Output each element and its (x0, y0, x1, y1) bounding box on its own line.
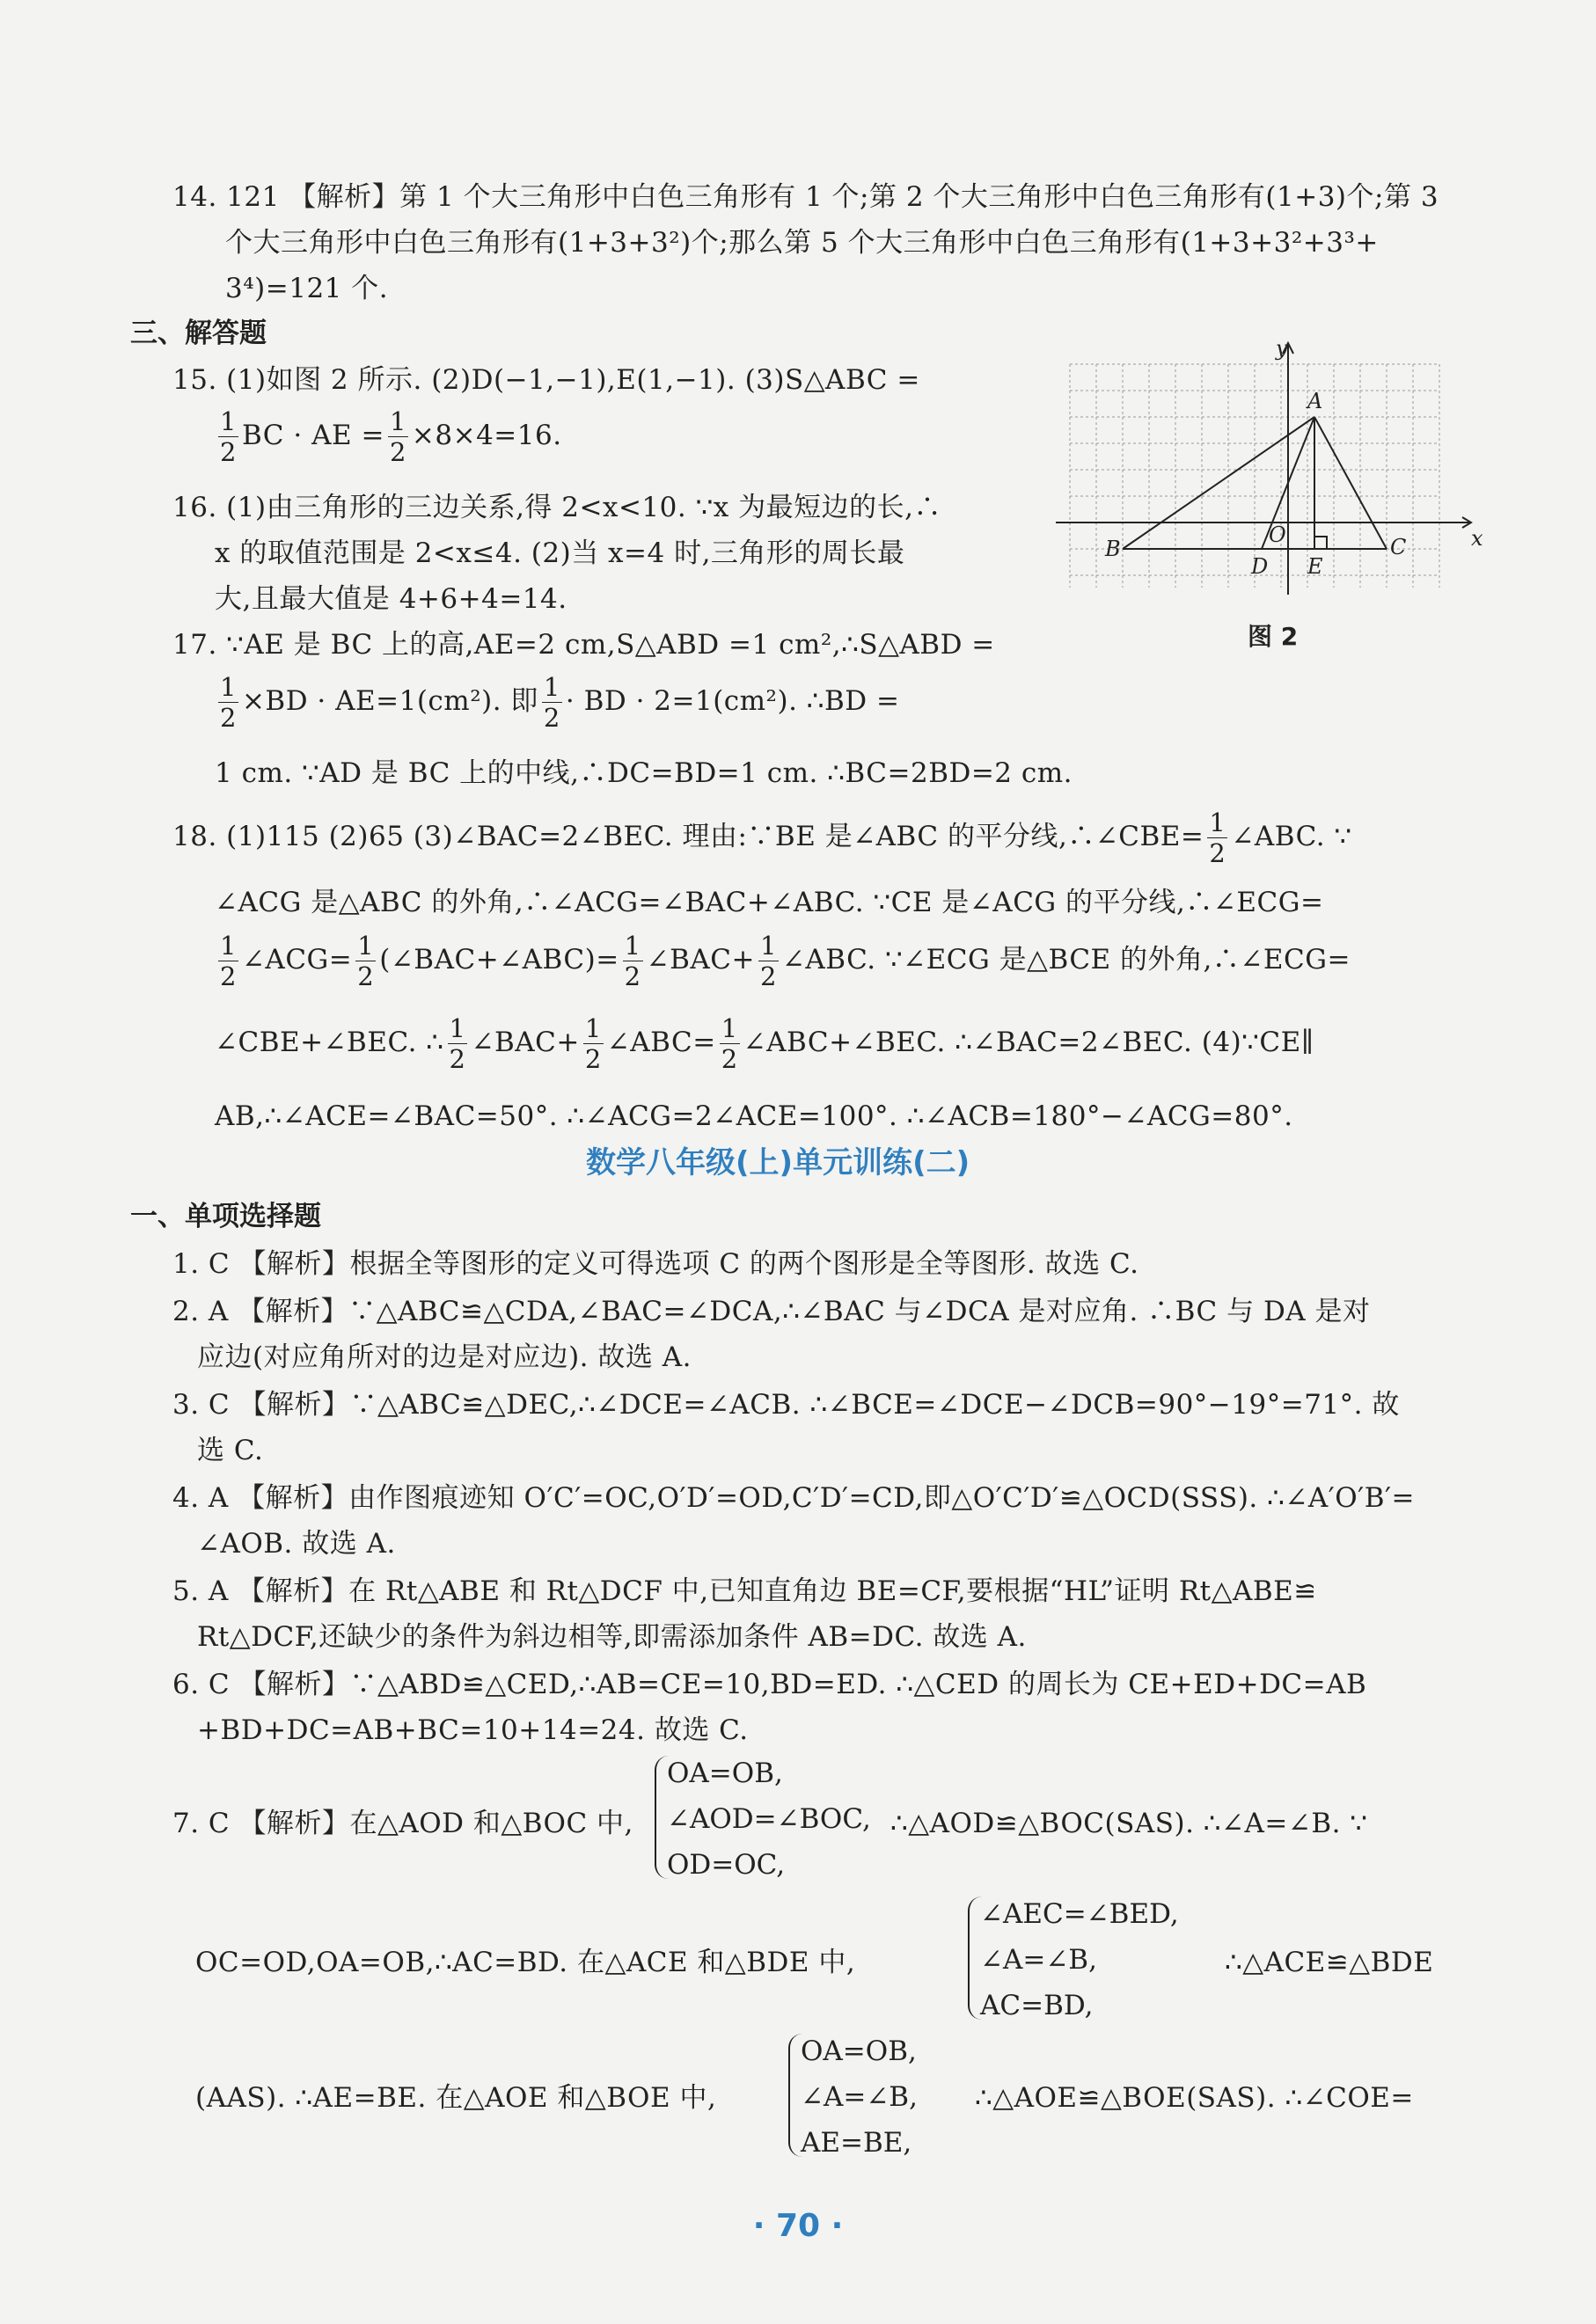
point-e-label: E (1307, 554, 1323, 579)
fraction: $\frac{1}{2}$ (220, 931, 237, 991)
q18-line1: 18. (1)115 (2)65 (3)∠BAC=2∠BEC. 理由:∵BE 是∠ABC 的平分线,∴∠CBE= $\frac{1}{2}$ ∠ABC. ∵ (172, 808, 1352, 868)
fraction: $\frac{1}{2}$ (357, 931, 375, 991)
q14-line3: 3⁴)=121 个. (225, 273, 389, 304)
point-b-label: B (1105, 537, 1121, 561)
section-heading-1: 一、单项选择题 (130, 1201, 321, 1232)
q16-line2: x 的取值范围是 2<x≤4. (2)当 x=4 时,三角形的周长最 (215, 537, 905, 569)
mc-q7-lead: 7. C 【解析】在△AOD 和△BOC 中, (172, 1808, 633, 1839)
q18-line2: ∠ACG 是△ABC 的外角,∴∠ACG=∠BAC+∠ABC. ∵CE 是∠ACG 的平分线,∴∠ECG= (215, 887, 1324, 918)
equation-system-3: OA=OB, ∠A=∠B, AE=BE, (801, 2035, 918, 2159)
q16-line1: 16. (1)由三角形的三边关系,得 2<x<10. ∵x 为最短边的长,∴ (172, 492, 941, 523)
figure-caption: 图 2 (1248, 622, 1299, 651)
mc-q2-line2: 应边(对应角所对的边是对应边). 故选 A. (197, 1341, 692, 1373)
q18-line5: AB,∴∠ACE=∠BAC=50°. ∴∠ACG=2∠ACE=100°. ∴∠ACB=180°−∠ACG=80°. (215, 1100, 1293, 1132)
fraction: $\frac{1}{2}$ (449, 1013, 466, 1074)
q14-line1: 14. 121 【解析】第 1 个大三角形中白色三角形有 1 个;第 2 个大三角形中白色三角形有(1+3)个;第 3 (172, 181, 1439, 213)
q17-line2: $\frac{1}{2}$ ×BD · AE=1(cm²). 即 $\frac{1}{2}$ · BD · 2=1(cm²). ∴BD = (220, 672, 900, 733)
fraction: $\frac{1}{2}$ (389, 406, 406, 467)
mc-q4-line2: ∠AOB. 故选 A. (197, 1528, 396, 1560)
q17-line3: 1 cm. ∵AD 是 BC 上的中线,∴DC=BD=1 cm. ∴BC=2BD=2 cm. (215, 757, 1073, 789)
mc-q4-line1: 4. A 【解析】由作图痕迹知 O′C′=OC,O′D′=OD,C′D′=CD,即△O′C′D′≌△OCD(SSS). ∴∠A′O′B′= (172, 1482, 1416, 1514)
mc-q2-line1: 2. A 【解析】∵△ABC≌△CDA,∠BAC=∠DCA,∴∠BAC 与∠DCA 是对应角. ∴BC 与 DA 是对 (172, 1296, 1371, 1327)
fraction: $\frac{1}{2}$ (220, 672, 237, 733)
fraction: $\frac{1}{2}$ (721, 1013, 738, 1074)
point-a-label: A (1307, 389, 1323, 413)
origin-label: O (1269, 523, 1286, 547)
equation-system-1: OA=OB, ∠AOD=∠BOC, OD=OC, (667, 1758, 871, 1881)
mc-q3-line1: 3. C 【解析】∵△ABC≌△DEC,∴∠DCE=∠ACB. ∴∠BCE=∠DCE−∠DCB=90°−19°=71°. 故 (172, 1389, 1400, 1421)
fraction: $\frac{1}{2}$ (759, 931, 777, 991)
fraction: $\frac{1}{2}$ (220, 406, 237, 467)
point-d-label: D (1251, 554, 1269, 579)
y-axis-label: y (1276, 336, 1288, 361)
mc-q7-after3: ∴△AOE≌△BOE(SAS). ∴∠COE= (975, 2082, 1414, 2114)
page-number: · 70 · (752, 2208, 844, 2244)
q15-line2: $\frac{1}{2}$ BC · AE = $\frac{1}{2}$ ×8×4=16. (220, 406, 562, 467)
mc-q7-after2: ∴△ACE≌△BDE (1225, 1947, 1434, 1978)
fraction: $\frac{1}{2}$ (624, 931, 641, 991)
mc-q6-line1: 6. C 【解析】∵△ABD≌△CED,∴AB=CE=10,BD=ED. ∴△CED 的周长为 CE+ED+DC=AB (172, 1669, 1367, 1700)
q18-line3: $\frac{1}{2}$ ∠ACG= $\frac{1}{2}$ (∠BAC+∠ABC)= $\frac{1}{2}$ ∠BAC+ $\frac{1}{2}$ ∠ABC. ∵∠ECG 是△BCE 的外角,∴∠ECG= (220, 931, 1351, 991)
q18-line4: ∠CBE+∠BEC. ∴ $\frac{1}{2}$ ∠BAC+ $\frac{1}{2}$ ∠ABC= $\frac{1}{2}$ ∠ABC+∠BEC. ∴∠BAC=2∠BEC. (4)∵CE∥ (215, 1013, 1314, 1074)
q16-line3: 大,且最大值是 4+6+4=14. (215, 583, 567, 615)
q17-line1: 17. ∵AE 是 BC 上的高,AE=2 cm,S△ABD =1 cm²,∴S△ABD = (172, 629, 995, 661)
point-c-label: C (1390, 535, 1407, 559)
coordinate-figure (1052, 334, 1489, 598)
x-axis-label: x (1471, 526, 1483, 551)
mc-q1: 1. C 【解析】根据全等图形的定义可得选项 C 的两个图形是全等图形. 故选 C. (172, 1248, 1139, 1280)
fraction: $\frac{1}{2}$ (584, 1013, 602, 1074)
mc-q7-after1: ∴△AOD≌△BOC(SAS). ∴∠A=∠B. ∵ (890, 1808, 1368, 1839)
equation-system-2: ∠AEC=∠BED, ∠A=∠B, AC=BD, (980, 1898, 1179, 2021)
mc-q5-line1: 5. A 【解析】在 Rt△ABE 和 Rt△DCF 中,已知直角边 BE=CF,要根据“HL”证明 Rt△ABE≌ (172, 1575, 1317, 1607)
mc-q6-line2: +BD+DC=AB+BC=10+14=24. 故选 C. (197, 1714, 749, 1746)
mc-q3-line2: 选 C. (197, 1435, 264, 1466)
mc-q5-line2: Rt△DCF,还缺少的条件为斜边相等,即需添加条件 AB=DC. 故选 A. (197, 1621, 1027, 1653)
q15-line1: 15. (1)如图 2 所示. (2)D(−1,−1),E(1,−1). (3)S△ABC = (172, 364, 920, 396)
fraction: $\frac{1}{2}$ (1209, 808, 1226, 868)
mc-q7-lead2: OC=OD,OA=OB,∴AC=BD. 在△ACE 和△BDE 中, (195, 1947, 856, 1978)
unit-title: 数学八年级(上)单元训练(二) (586, 1145, 970, 1180)
fraction: $\frac{1}{2}$ (543, 672, 560, 733)
mc-q7-lead3: (AAS). ∴AE=BE. 在△AOE 和△BOE 中, (195, 2082, 717, 2114)
section-heading-3: 三、解答题 (130, 318, 267, 349)
q14-line2: 个大三角形中白色三角形有(1+3+3²)个;那么第 5 个大三角形中白色三角形有(1+3+3²+3³+ (225, 227, 1379, 259)
